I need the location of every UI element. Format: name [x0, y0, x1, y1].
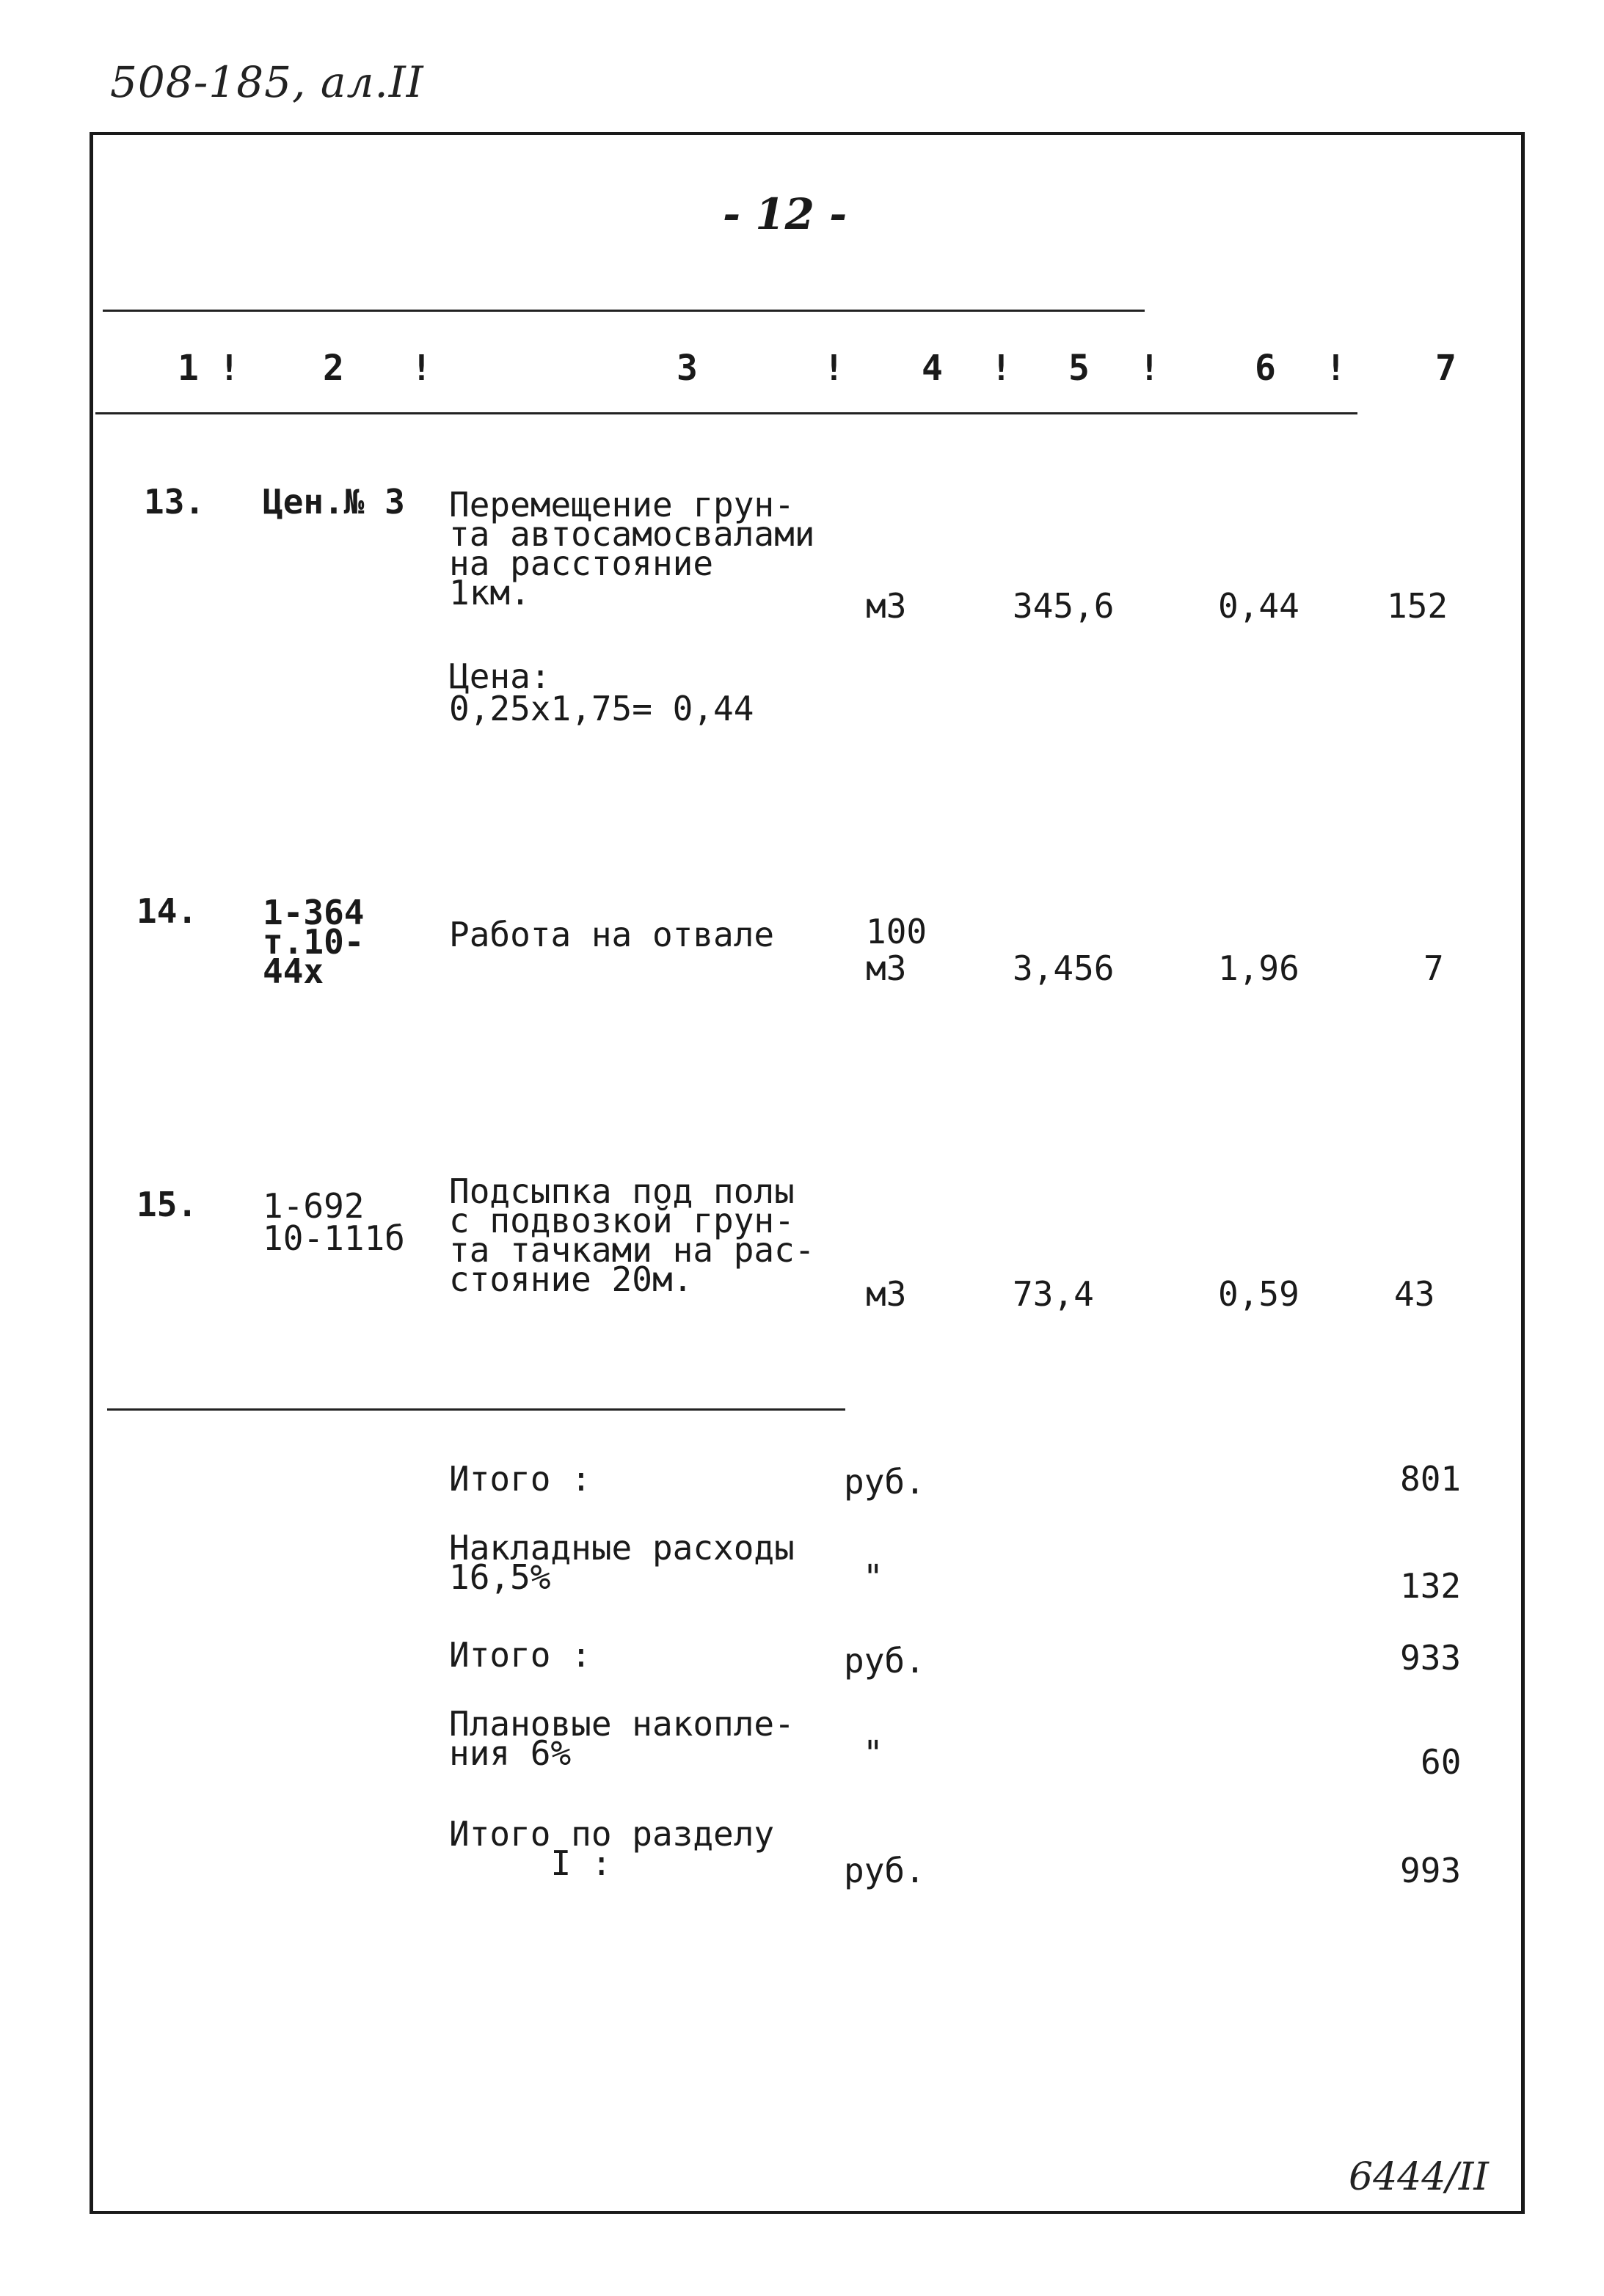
row-14-quantity: 3,456: [1013, 948, 1115, 988]
column-separator: !: [1139, 348, 1160, 389]
row-14-code: 44х: [263, 951, 324, 991]
column-separator: !: [219, 348, 240, 389]
header-top-rule: [103, 310, 1145, 312]
page-number: - 12 -: [723, 189, 847, 239]
summary-label: Накладные расходы: [449, 1528, 795, 1568]
row-15-quantity: 73,4: [1013, 1274, 1094, 1314]
summary-label: Итого по разделу: [449, 1814, 775, 1854]
column-header-2: 2: [323, 348, 344, 389]
row-15-description: та тачками на рас-: [449, 1230, 815, 1270]
summary-value: 801: [1400, 1459, 1462, 1499]
header-bottom-rule: [95, 412, 1357, 414]
summary-unit: руб.: [844, 1641, 925, 1681]
summary-unit: руб.: [844, 1462, 925, 1502]
row-13-price: 0,44: [1218, 586, 1299, 626]
row-15-number: 15.: [136, 1185, 198, 1224]
row-14-code: т.10-: [263, 922, 365, 962]
row-15-total: 43: [1394, 1274, 1435, 1314]
row-13-total: 152: [1387, 586, 1448, 626]
summary-label: Итого :: [449, 1635, 591, 1675]
summary-rule: [107, 1408, 845, 1411]
summary-label: I :: [449, 1843, 612, 1883]
row-15-unit: м3: [866, 1274, 907, 1314]
column-header-7: 7: [1435, 348, 1457, 389]
column-header-5: 5: [1068, 348, 1090, 389]
row-15-description: стояние 20м.: [449, 1259, 693, 1299]
row-13-description: на расстояние: [449, 544, 714, 583]
column-separator: !: [411, 348, 432, 389]
row-13-description: Перемещение грун-: [449, 485, 795, 524]
row-14-total: 7: [1423, 948, 1444, 988]
summary-value: 132: [1400, 1566, 1462, 1606]
row-14-code: 1-364: [263, 893, 365, 932]
row-14-description: Работа на отвале: [449, 915, 775, 954]
summary-unit: ": [863, 1733, 883, 1773]
page-frame: [90, 132, 1525, 2214]
row-13-price-note: Цена:: [449, 657, 551, 696]
summary-value: 993: [1400, 1851, 1462, 1890]
summary-value: 933: [1400, 1638, 1462, 1678]
row-15-price: 0,59: [1218, 1274, 1299, 1314]
row-13-unit: м3: [866, 586, 907, 626]
summary-unit: ": [863, 1557, 883, 1597]
row-13-quantity: 345,6: [1013, 586, 1115, 626]
row-15-description: Подсыпка под полы: [449, 1171, 795, 1211]
summary-label: Плановые накопле-: [449, 1704, 795, 1744]
summary-value: 60: [1421, 1742, 1462, 1782]
column-header-1: 1: [178, 348, 199, 389]
row-13-description: та автосамосвалами: [449, 514, 815, 554]
row-14-unit: м3: [866, 948, 907, 988]
row-15-description: с подвозкой грун-: [449, 1201, 795, 1240]
row-13-description: 1км.: [449, 573, 531, 613]
row-13-code: Цен.№ 3: [263, 482, 405, 522]
column-header-4: 4: [922, 348, 943, 389]
handwritten-document-code: 508-185, ал.II: [110, 57, 424, 107]
row-14-number: 14.: [136, 891, 198, 931]
column-separator: !: [991, 348, 1012, 389]
handwritten-archive-number: 6444/II: [1349, 2155, 1489, 2199]
row-13-number: 13.: [144, 482, 205, 522]
row-14-unit: 100: [866, 912, 927, 951]
summary-label: 16,5%: [449, 1557, 551, 1597]
summary-label: ния 6%: [449, 1733, 572, 1773]
column-header-6: 6: [1255, 348, 1276, 389]
summary-unit: руб.: [844, 1851, 925, 1890]
row-14-price: 1,96: [1218, 948, 1299, 988]
column-separator: !: [823, 348, 845, 389]
row-15-code: 10-111б: [263, 1218, 405, 1258]
column-separator: !: [1325, 348, 1346, 389]
row-15-code: 1-692: [263, 1186, 365, 1226]
row-13-price-note: 0,25х1,75= 0,44: [449, 689, 754, 728]
column-header-3: 3: [677, 348, 698, 389]
summary-label: Итого :: [449, 1459, 591, 1499]
